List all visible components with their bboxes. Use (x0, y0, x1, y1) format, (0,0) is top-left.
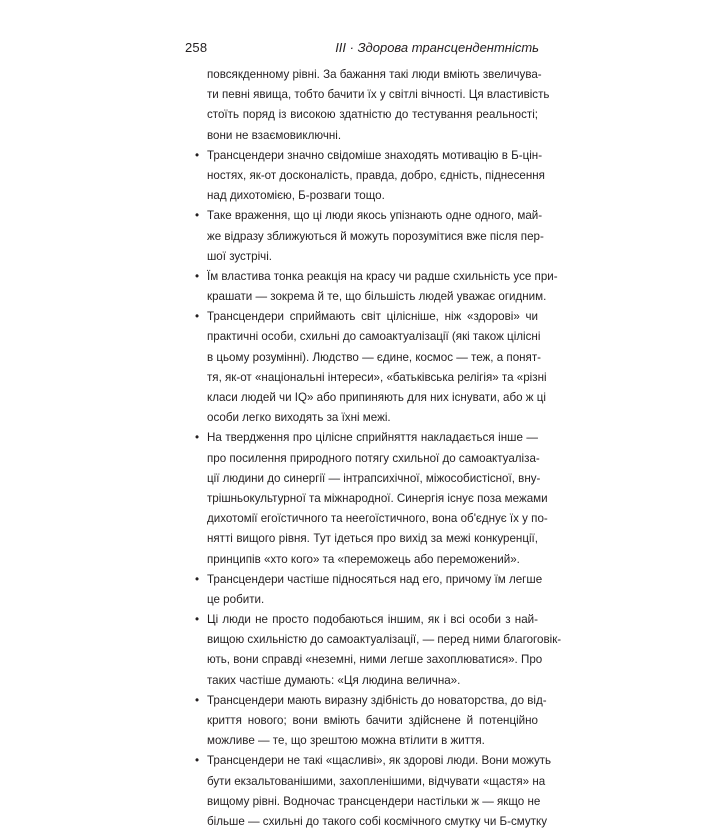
text-line: в цьому розумінні). Людство — єдине, космос — теж, а понят- (207, 350, 541, 364)
text-line: же відразу зближуються й можуть порозумітися вже після пер- (207, 229, 544, 243)
text-line: ції людини до синергії — інтрапсихічної, міжособистісної, вну- (207, 471, 541, 485)
text-line: Трансцендери мають виразну здібність до новаторства, до від- (207, 693, 547, 707)
text-line: таких частіше думають: «Ця людина велична». (207, 673, 461, 687)
text-line: вони не взаємовиключні. (207, 128, 342, 142)
text-line: практичні особи, схильні до самоактуалізації (які також цілісні (207, 330, 541, 344)
text-line: можливе — те, що зрештою можна втілити в життя. (207, 734, 485, 748)
text-line: криття нового; вони вміють бачити здійснене й потенційно (207, 714, 538, 727)
text-line: про посилення природного потягу схильної до самоактуаліза- (207, 451, 540, 465)
text-line: особи легко виходять за їхні межі. (207, 411, 391, 425)
text-line: шої зустрічі. (207, 249, 273, 263)
text-line: Їм властива тонка реакція на красу чи радше схильність усе при- (207, 269, 558, 283)
text-line: Трансцендери не такі «щасливі», як здорові люди. Вони можуть (207, 754, 552, 768)
text-line: ностях, як-от досконалість, правда, добро, єдність, піднесення (207, 168, 545, 182)
text-line: класи людей чи IQ» або припиняють для них існувати, або ж ці (207, 391, 546, 404)
body-text (195, 65, 562, 832)
list-item (195, 691, 547, 752)
text-line: бути екзальтованішими, захопленішими, відчувати «щастя» на (207, 774, 546, 788)
text-line: нятті вищого рівня. Тут ідеться про вихід за межі конкуренції, (207, 532, 538, 546)
list-item (195, 307, 547, 428)
bullet-icon: • (195, 269, 200, 283)
text-line: стоїть поряд із високою здатністю до тестування реальності; (207, 108, 538, 122)
text-line: це робити. (207, 592, 265, 606)
list-item (195, 610, 562, 691)
running-head: III · Здорова трансцендентність (335, 40, 539, 55)
bullet-icon: • (195, 310, 200, 324)
text-line: вищому рівні. Водночас трансцендери настільки ж — якщо не (207, 794, 541, 808)
text-line: над дихотомією, Б-розваги тощо. (207, 189, 385, 203)
text-line: більше — схильні до такого собі космічного смутку чи Б-смутку (207, 814, 548, 828)
text-line: вищою схильністю до самоактуалізації, — перед ними благоговік- (207, 633, 562, 647)
text-line: крашати — зокрема й те, що більшість людей уважає огидним. (207, 290, 547, 304)
text-line: тя, як-от «національні інтереси», «батьківська релігія» та «різні (207, 370, 547, 384)
text-line: Трансцендери значно свідоміше знаходять мотивацію в Б-цін- (207, 148, 543, 162)
continuation-paragraph (207, 65, 550, 146)
bullet-icon: • (195, 431, 200, 445)
list-item (195, 206, 544, 267)
text-line: На твердження про цілісне сприйняття накладається інше — (207, 431, 538, 445)
text-line: трішньокультурної та міжнародної. Синергія існує поза межами (207, 491, 548, 505)
text-line: Трансцендери сприймають світ цілісніше, ніж «здорові» чи (207, 310, 538, 324)
text-line: повсякденному рівні. За бажання такі люди вміють звеличува- (207, 68, 542, 81)
bullet-icon: • (195, 148, 200, 162)
text-line: дихотомії егоїстичного та неегоїстичного, вона об'єднує їх у по- (207, 512, 548, 526)
text-line: Трансцендери частіше підносяться над его, причому їм легше (207, 572, 543, 586)
list-item (195, 751, 552, 832)
text-line: ють, вони справді «неземні, ними легше захоплюватися». Про (207, 653, 543, 667)
bullet-icon: • (195, 754, 200, 768)
text-line: Таке враження, що ці люди якось упізнають одне одного, май- (207, 209, 543, 223)
bullet-list (195, 146, 562, 832)
list-item (195, 146, 545, 207)
list-item (195, 428, 548, 569)
bullet-icon: • (195, 209, 200, 223)
bullet-icon: • (195, 613, 200, 627)
bullet-icon: • (195, 693, 200, 707)
text-line: ти певні явища, тобто бачити їх у світлі вічності. Ця властивість (207, 88, 550, 102)
bullet-icon: • (195, 572, 200, 586)
list-item (195, 267, 558, 307)
text-line: принципів «хто кого» та «переможець або переможений». (207, 552, 520, 566)
list-item (195, 570, 543, 610)
text-line: Ці люди не просто подобаються іншим, як і всі особи з най- (207, 613, 538, 627)
page-number: 258 (185, 40, 208, 55)
